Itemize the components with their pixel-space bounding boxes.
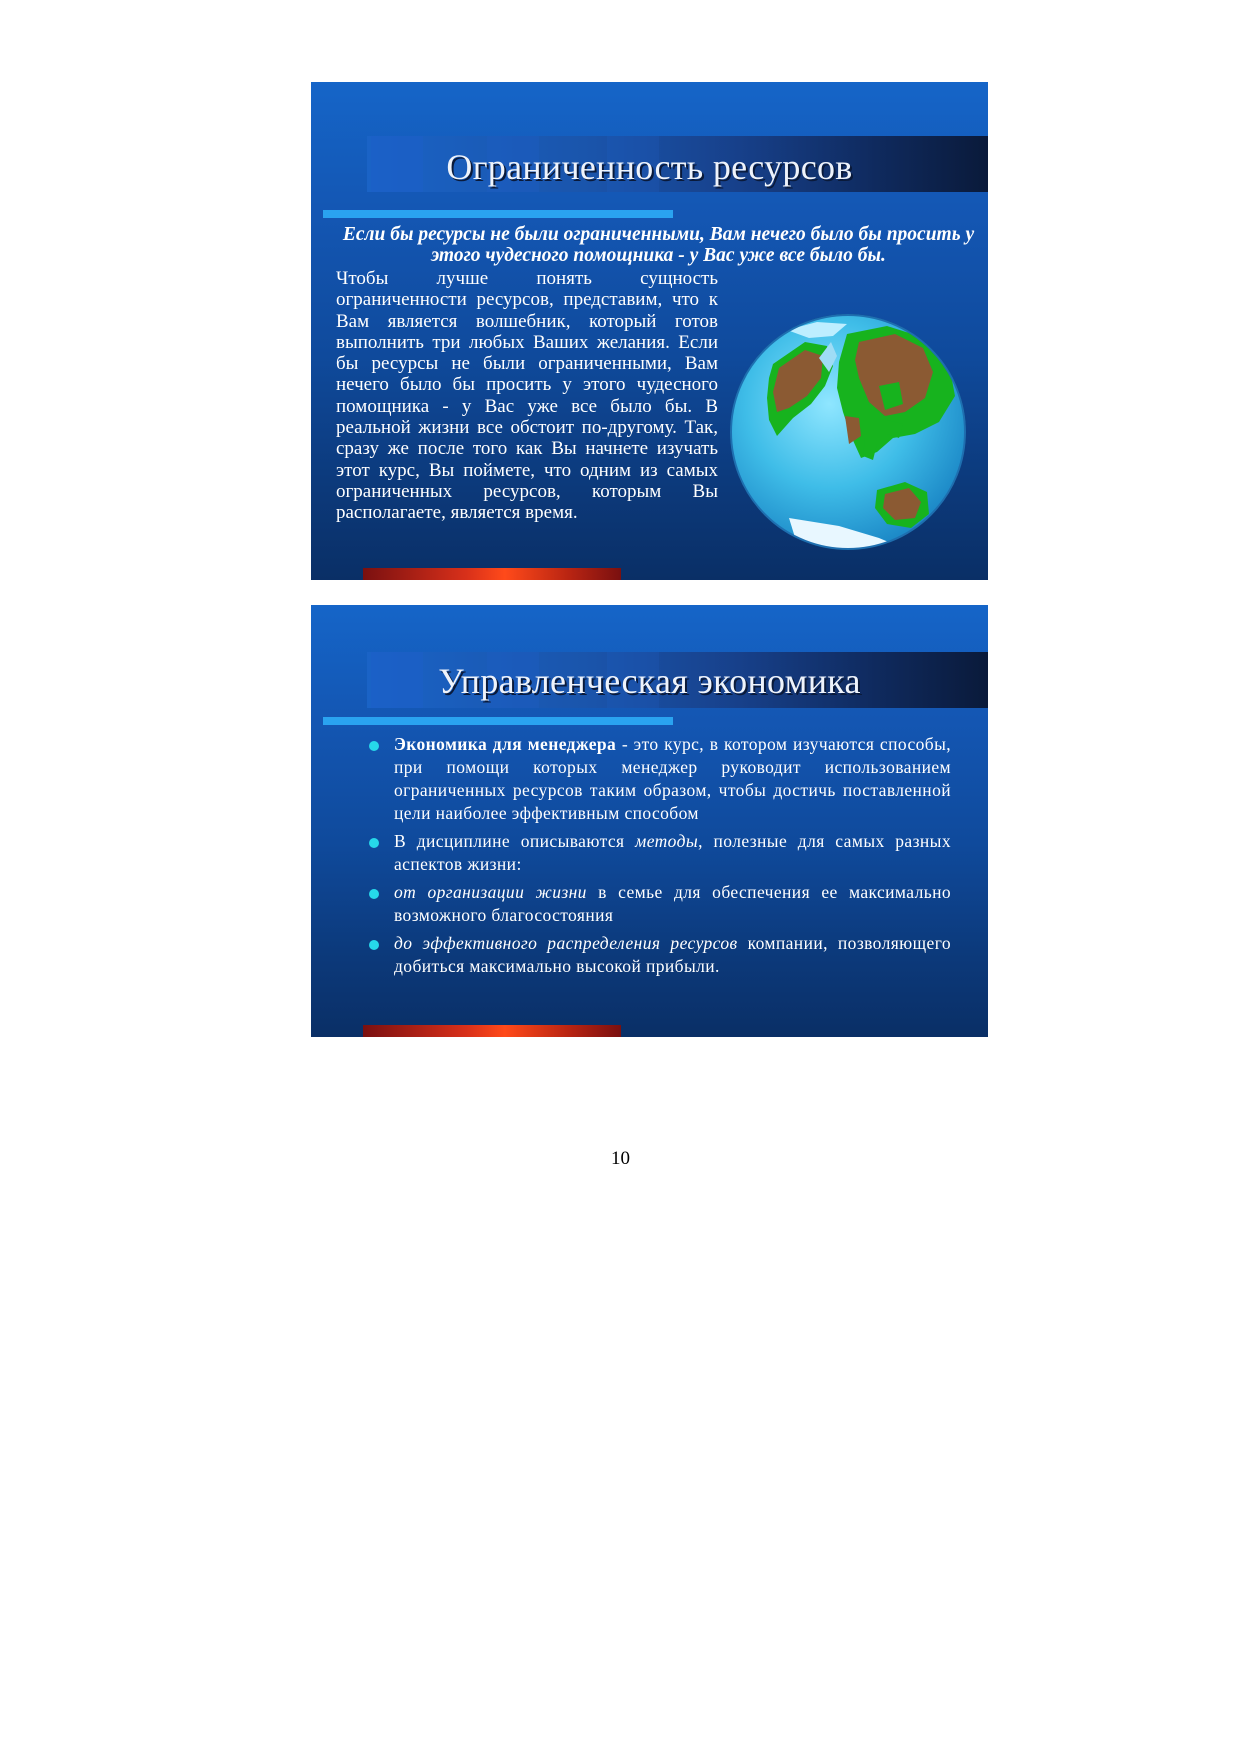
item-text: - это курс, в котором изучаются способы, при помощи которых менеджер руководит использованием ограниченных ресурсов таким образом, чтобы достичь поставленной цели наиболее эффективным способом [394,734,951,823]
accent-bar [323,210,673,218]
item-text: в семье для обеспечения ее максимально возможного благосостояния [394,882,951,925]
red-accent-bar [363,1025,621,1037]
slide-managerial-economics [311,605,988,1037]
list-item [369,881,951,927]
round-bullet-icon [369,940,379,950]
list-item [369,733,951,825]
item-text: , полезные для самых разных аспектов жизни: [394,831,951,874]
list-item [369,932,951,978]
slide-resource-scarcity [311,82,988,580]
item-text: В дисциплине описываются [394,831,636,851]
term: Экономика для менеджера [394,734,617,754]
item-text: компании, позволяющего добиться максимально высокой прибыли. [394,933,951,976]
emphasis: до эффективного распределения ресурсов [394,933,738,953]
page-number: 10 [611,1148,630,1169]
body-text: Чтобы лучше понять сущность ограниченности ресурсов, представим, что к Вам является волшебник, который готов выполнить три любых Ваших желания. Если бы ресурсы не были ограниченными, Вам нечего было бы просить у этого чудесного помощника - у Вас уже все было бы. В реальной жизни все обстоит по-другому. Так, сразу же после того как Вы начнете изучать этот курс, Вы поймете, что одним из самых ограниченных ресурсов, которым Вы располагаете, является время. [336,268,718,524]
round-bullet-icon [369,838,379,848]
list-item [369,830,951,876]
slide-title: Ограниченность ресурсов [446,147,853,187]
red-accent-bar [363,568,621,580]
emphasis: методы [635,831,699,851]
earth-globe-icon [727,312,969,552]
round-bullet-icon [369,741,379,751]
accent-bar [323,717,673,725]
round-bullet-icon [369,889,379,899]
bullet-list [369,733,951,983]
lead-quote: Если бы ресурсы не были ограниченными, Вам нечего было бы просить у этого чудесного помощника - у Вас уже все было бы. [342,224,975,266]
slide-title: Управленческая экономика [438,661,861,701]
emphasis: от организации жизни [394,882,587,902]
